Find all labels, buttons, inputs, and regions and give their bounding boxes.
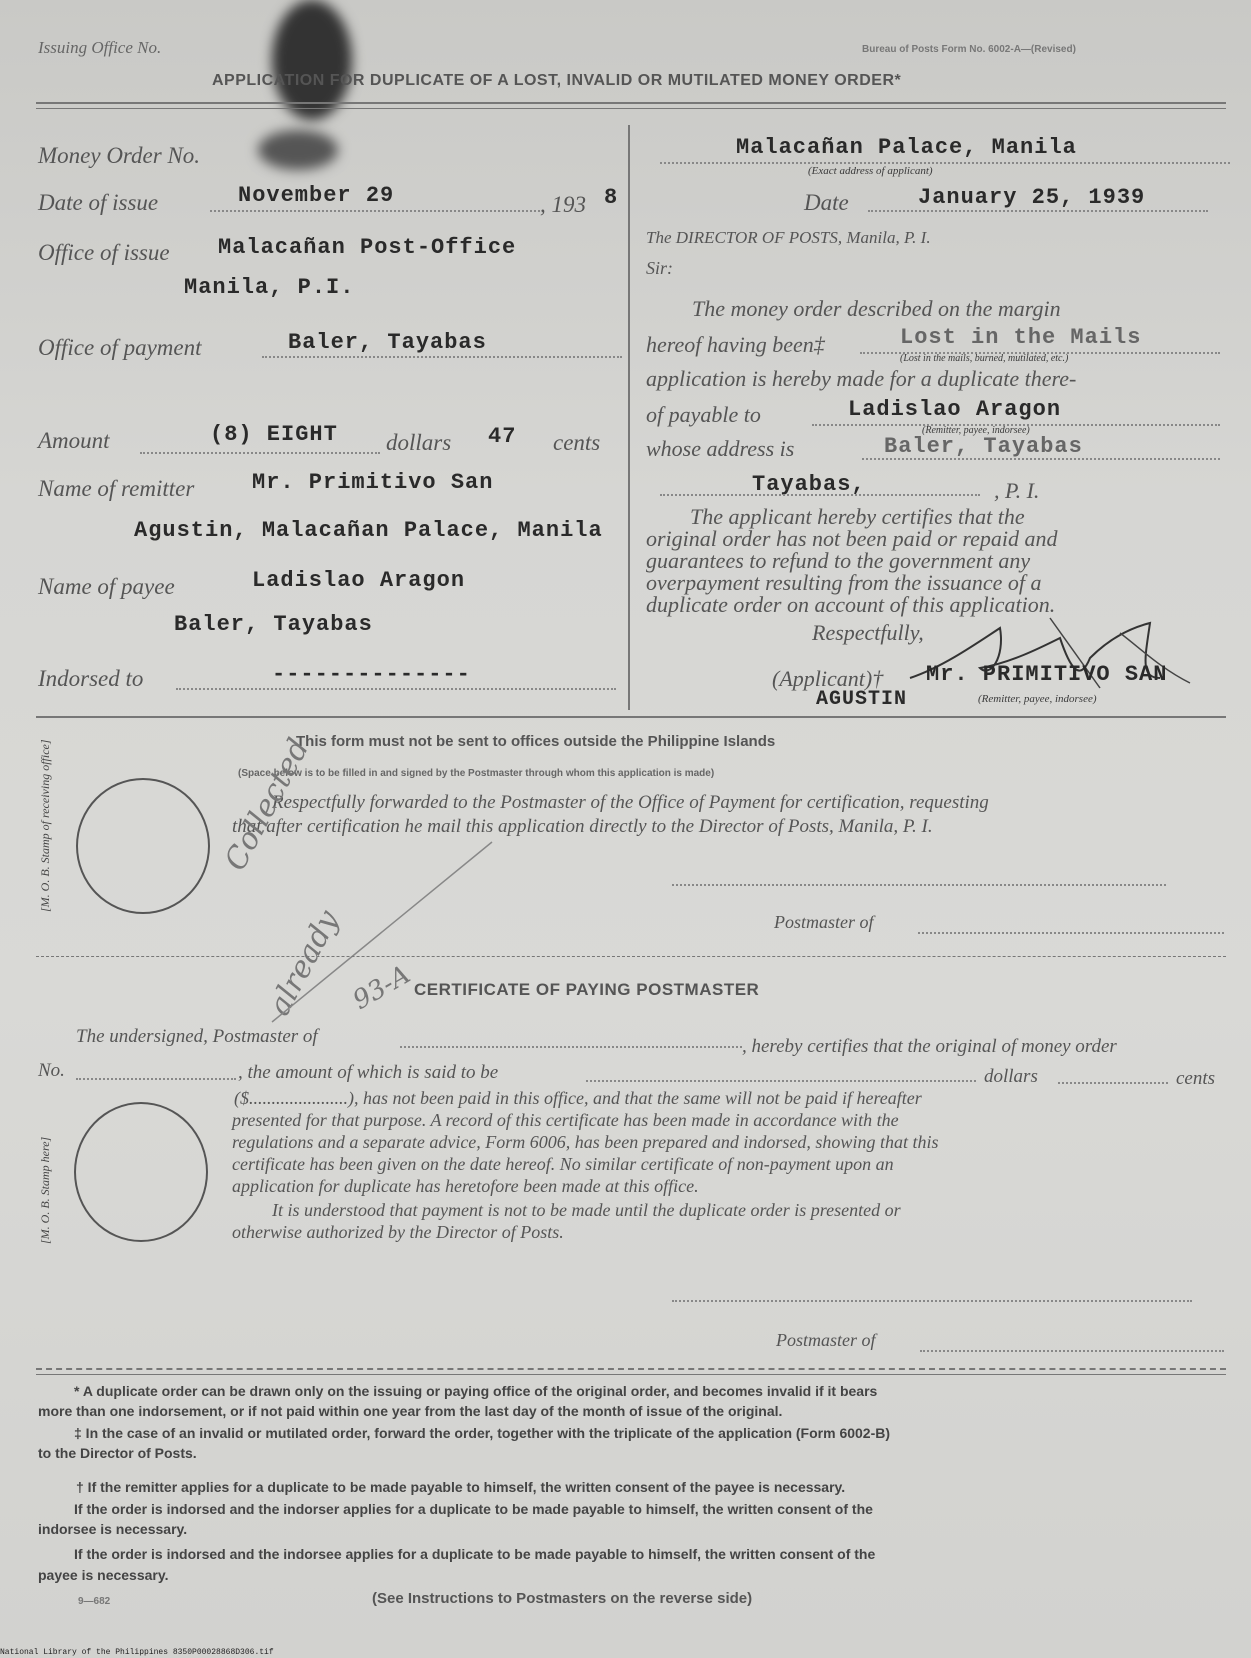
indorsed-to-value: -------------- [272, 662, 471, 687]
para1-line1: The money order described on the margin [692, 296, 1061, 321]
para1-line4: of payable to [646, 402, 761, 427]
para1-line2: hereof having been‡ [646, 332, 825, 357]
money-order-label: Money Order No. [38, 143, 201, 168]
date-of-issue-label: Date of issue [38, 190, 159, 215]
payable-to-value: Ladislao Aragon [848, 397, 1062, 422]
salutation: Sir: [646, 258, 673, 278]
footnote-1b: more than one indorsement, or if not paid within one year from the last day of the month of issue of the original. [38, 1403, 783, 1419]
remitter-value-2: Agustin, Malacañan Palace, Manila [134, 518, 603, 543]
cert-line2-d: cents [1176, 1068, 1216, 1089]
office-of-issue-value: Malacañan Post-Office [218, 235, 517, 260]
payee-value: Ladislao Aragon [252, 568, 466, 593]
amount-dollars-value: (8) EIGHT [210, 422, 338, 447]
footnote-4b: indorsee is necessary. [38, 1521, 188, 1537]
office-of-issue-label: Office of issue [38, 240, 170, 265]
forward-line1: Respectfully forwarded to the Postmaster of the Office of Payment for certification, requesting [272, 792, 989, 813]
date-value: January 25, 1939 [918, 185, 1146, 210]
remitter-label: Name of remitter [38, 476, 195, 501]
cert-l9: otherwise authorized by the Director of Posts. [232, 1222, 564, 1242]
indorsed-to-label: Indorsed to [38, 666, 144, 691]
form-title: APPLICATION FOR DUPLICATE OF A LOST, INVALID OR MUTILATED MONEY ORDER* [212, 72, 902, 89]
center-divider [628, 125, 630, 710]
cert-line2-a: No. [38, 1060, 65, 1081]
payee-value-2: Baler, Tayabas [174, 612, 373, 637]
paying-office-stamp-circle [74, 1102, 208, 1242]
handwritten-note-2: already [262, 904, 347, 1022]
footnote-3: † If the remitter applies for a duplicate to be made payable to himself, the written consent of the payee is necessary. [76, 1479, 846, 1495]
respectfully: Respectfully, [812, 620, 924, 645]
receiving-office-stamp-circle [76, 778, 210, 914]
para2-line5: duplicate order on account of this application. [646, 592, 1056, 617]
cert-l4: presented for that purpose. A record of this certificate has been made in accordance with the [232, 1110, 899, 1130]
handwritten-note-1: Collected [218, 733, 317, 877]
office-of-payment-label: Office of payment [38, 335, 202, 360]
cert-l6: certificate has been given on the date hereof. No similar certificate of non-payment upon an [232, 1154, 894, 1174]
cert-line2-c: dollars [984, 1066, 1038, 1087]
tayabas-value: Tayabas, [752, 472, 866, 497]
cert-line1-a: The undersigned, Postmaster of [76, 1026, 318, 1047]
instructions-note: (See Instructions to Postmasters on the reverse side) [372, 1590, 753, 1607]
status-caption: (Lost in the mails, burned, mutilated, etc.) [900, 353, 1069, 364]
remitter-value: Mr. Primitivo San [252, 470, 494, 495]
certificate-title: CERTIFICATE OF PAYING POSTMASTER [414, 980, 760, 999]
para2-line2: original order has not been paid or repaid and [646, 526, 1058, 551]
cert-l7: application for duplicate has heretofore been made at this office. [232, 1176, 699, 1196]
addressee: The DIRECTOR OF POSTS, Manila, P. I. [646, 228, 931, 247]
para2-line4: overpayment resulting from the issuance of a [646, 570, 1042, 595]
form-number: Bureau of Posts Form No. 6002-A—(Revised) [862, 44, 1076, 55]
office-of-payment-value: Baler, Tayabas [288, 330, 487, 355]
whose-address-value: Baler, Tayabas [884, 434, 1083, 459]
stamp-label-paying: [M. O. B. Stamp here] [38, 1136, 52, 1244]
para2-line3: guarantees to refund to the government any [646, 548, 1031, 573]
top-rule-2 [36, 108, 1226, 109]
applicant-address-value: Malacañan Palace, Manila [736, 135, 1077, 160]
footnote-5a: If the order is indorsed and the indorsee applies for a duplicate to be made payable to himself, the written consent of the [74, 1546, 876, 1562]
year-value: 8 [604, 185, 619, 210]
archive-caption: National Library of the Philippines 8350P00028868D306.tif [0, 1648, 274, 1657]
dollars-label: dollars [386, 430, 452, 455]
top-rule [36, 102, 1226, 104]
handwritten-slash [262, 832, 502, 1032]
payable-to-caption: (Remitter, payee, indorsee) [922, 425, 1030, 436]
footnote-rule [36, 1368, 1226, 1370]
footnote-rule-2 [36, 1374, 1226, 1375]
cert-line1-b: , hereby certifies that the original of money order [742, 1036, 1117, 1057]
applicant-label: (Applicant)† [772, 666, 884, 691]
postmaster-of-label-1: Postmaster of [774, 912, 874, 932]
space-note: (Space below is to be filled in and signed by the Postmaster through whom this application is made) [238, 768, 715, 779]
footnote-4a: If the order is indorsed and the indorser applies for a duplicate to be made payable to himself, the written consent of the [74, 1501, 873, 1517]
amount-label: Amount [38, 428, 110, 453]
office-of-issue-value-2: Manila, P.I. [184, 275, 355, 300]
applicant-name: Mr. PRIMITIVO SAN [926, 662, 1168, 687]
para1-line3: application is hereby made for a duplicate there- [646, 366, 1077, 391]
status-value: Lost in the Mails [900, 325, 1142, 350]
postmaster-of-label-2: Postmaster of [776, 1330, 876, 1350]
cert-l5: regulations and a separate advice, Form 6006, has been prepared and indorsed, showing that this [232, 1132, 939, 1152]
ink-blot-small [258, 130, 338, 170]
stamp-label-receiving: [M. O. B. Stamp of receiving office] [38, 739, 52, 912]
cert-l3: ($......................), has not been paid in this office, and that the same will not be paid if hereafter [234, 1088, 922, 1108]
applicant-address-caption: (Exact address of applicant) [808, 165, 933, 177]
pi-label: , P. I. [994, 478, 1040, 503]
cert-line2-b: , the amount of which is said to be [238, 1062, 499, 1083]
mid-rule [36, 716, 1226, 718]
footnote-2a: ‡ In the case of an invalid or mutilated order, forward the order, together with the triplicate of the application (Form 6002-B) [74, 1425, 891, 1441]
footnote-5b: payee is necessary. [38, 1567, 169, 1583]
issuing-office-label: Issuing Office No. [38, 38, 162, 57]
handwritten-note-3: 93-A [348, 959, 416, 1016]
applicant-caption: (Remitter, payee, indorsee) [978, 693, 1097, 705]
applicant-name-2: AGUSTIN [816, 688, 908, 711]
para1-line5: whose address is [646, 436, 795, 461]
cert-l8: It is understood that payment is not to be made until the duplicate order is presented or [272, 1200, 901, 1220]
date-of-issue-value: November 29 [238, 183, 395, 208]
print-code: 9—682 [78, 1596, 111, 1607]
year-label: , 193 [540, 192, 586, 217]
cents-label: cents [553, 430, 601, 455]
certificate-rule [36, 956, 1226, 957]
footnote-2b: to the Director of Posts. [38, 1445, 197, 1461]
footnote-1a: * A duplicate order can be drawn only on the issuing or paying office of the original order, and becomes invalid if it bears [74, 1383, 878, 1399]
date-label: Date [804, 190, 849, 215]
para2-line1: The applicant hereby certifies that the [690, 504, 1025, 529]
payee-label: Name of payee [38, 574, 175, 599]
notice: This form must not be sent to offices outside the Philippine Islands [296, 733, 776, 750]
amount-cents-value: 47 [488, 424, 517, 449]
forward-line2: that after certification he mail this application directly to the Director of Posts, Manila, P. I. [232, 816, 933, 837]
